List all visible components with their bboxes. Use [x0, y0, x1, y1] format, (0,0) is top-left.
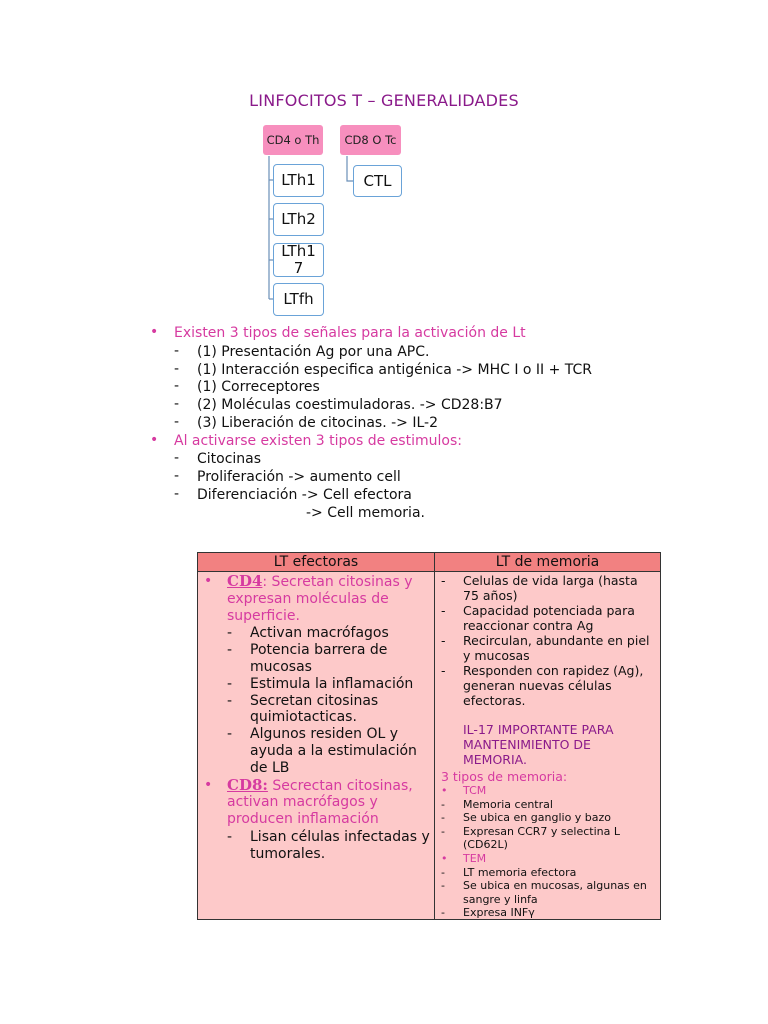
- dash-marker: -: [174, 343, 180, 359]
- list-item: (3) Liberación de citocinas. -> IL-2: [197, 415, 438, 431]
- diagram-node-ctl: CTL: [353, 165, 402, 197]
- list-item-text: Recirculan, abundante en piel y mucosas: [463, 633, 650, 663]
- dash-marker: -: [227, 675, 233, 692]
- cd8-paragraph: [202, 777, 430, 828]
- dash-marker: -: [174, 361, 180, 377]
- bullet-marker: •: [441, 851, 448, 865]
- list-item: [441, 603, 657, 633]
- dash-marker: -: [441, 811, 445, 825]
- list-item-text: Expresan CCR7 y selectina L (CD62L): [463, 824, 621, 852]
- list-item: (1) Interacción especifica antigénica -> MHC I o II + TCR: [197, 362, 593, 378]
- list-item: [441, 663, 657, 708]
- list-item: (1) Presentación Ag por una APC.: [197, 344, 430, 360]
- dash-marker: -: [227, 692, 233, 709]
- dash-marker: -: [227, 726, 233, 743]
- list-item: [441, 906, 657, 920]
- diagram-node-lth2: LTh2: [273, 203, 324, 236]
- bullet-signals: Existen 3 tipos de señales para la activación de Lt: [174, 325, 526, 341]
- list-item-continuation: -> Cell memoria.: [306, 505, 425, 521]
- page-title: LINFOCITOS T – GENERALIDADES: [249, 91, 519, 110]
- list-item-text: Lisan células infectadas y tumorales.: [250, 828, 430, 862]
- list-item-text: Potencia barrera de mucosas: [250, 642, 388, 675]
- tem-label: [441, 852, 657, 866]
- list-item-text: Estimula la inflamación: [250, 675, 414, 692]
- dash-marker: -: [441, 603, 446, 618]
- list-item-text: Memoria central: [463, 797, 553, 811]
- list-item: [202, 693, 430, 727]
- il17-note: IL-17 IMPORTANTE PARA MANTENIMIENTO DE MEMORIA.: [463, 722, 614, 767]
- dash-marker: -: [441, 633, 446, 648]
- dash-marker: -: [174, 396, 180, 412]
- list-item-text: LT memoria efectora: [463, 865, 577, 879]
- table-header-memoria: LT de memoria: [435, 553, 660, 572]
- dash-marker: -: [441, 906, 445, 920]
- list-item: [441, 879, 657, 906]
- list-item: Diferenciación -> Cell efectora: [197, 487, 412, 503]
- list-item: [202, 625, 430, 642]
- diagram-node-lth17: LTh1 7: [273, 243, 324, 277]
- list-item-text: Secretan citosinas quimiotacticas.: [250, 692, 379, 726]
- diagram-root-cd4: CD4 o Th: [263, 125, 323, 155]
- efectoras-cell: [202, 573, 430, 863]
- bullet-stimuli: Al activarse existen 3 tipos de estimulos:: [174, 433, 462, 449]
- diagram-node-ltfh: LTfh: [273, 283, 324, 316]
- list-item-text: Celulas de vida larga (hasta 75 años): [463, 573, 638, 603]
- list-item-text: Se ubica en ganglio y bazo: [463, 811, 612, 825]
- list-item: (2) Moléculas coestimuladoras. -> CD28:B7: [197, 397, 503, 413]
- dash-marker: -: [441, 879, 445, 893]
- dash-marker: -: [174, 486, 180, 502]
- list-item: (1) Correceptores: [197, 379, 320, 395]
- memory-types-heading: 3 tipos de memoria:: [441, 769, 568, 784]
- cd4-text: : Secretan citosinas y expresan moléculas de superficie.: [227, 574, 413, 624]
- cd4-paragraph: [202, 573, 430, 624]
- list-item: Proliferación -> aumento cell: [197, 469, 401, 485]
- dash-marker: -: [174, 378, 180, 394]
- list-item: [441, 811, 657, 825]
- list-item-text: Expresa INFγ: [463, 906, 535, 920]
- list-item: [441, 633, 657, 663]
- dash-marker: -: [441, 824, 445, 838]
- bullet-marker: •: [204, 776, 213, 793]
- list-item: [202, 726, 430, 776]
- bullet-marker: •: [204, 573, 213, 589]
- list-item-text: Capacidad potenciada para reaccionar contra Ag: [463, 603, 635, 633]
- dash-marker: -: [227, 642, 233, 659]
- list-item-text: Se ubica en mucosas, algunas en sangre y linfa: [463, 879, 647, 906]
- list-item-text: Responden con rapidez (Ag), generan nuevas células efectoras.: [463, 663, 644, 708]
- tem-label-text: TEM: [463, 851, 487, 865]
- dash-marker: -: [227, 828, 233, 845]
- list-item: [202, 642, 430, 676]
- cd8-text: Secrectan citosinas, activan macrófagos y producen inflamación: [227, 777, 413, 828]
- list-item: [441, 866, 657, 880]
- list-item: [441, 825, 657, 852]
- column-divider: [434, 553, 435, 919]
- dash-marker: -: [441, 797, 445, 811]
- dash-marker: -: [174, 468, 180, 484]
- cd4-label: CD4: [227, 572, 263, 590]
- comparison-table: [197, 552, 661, 920]
- bullet-marker: •: [150, 324, 159, 340]
- diagram-root-cd8: CD8 O Tc: [340, 125, 401, 155]
- memoria-cell: [441, 573, 657, 920]
- table-header-efectoras: LT efectoras: [198, 553, 434, 572]
- list-item: Citocinas: [197, 451, 262, 467]
- list-item: [441, 798, 657, 812]
- tcm-label-text: TCM: [463, 784, 487, 797]
- tcm-label: [441, 784, 657, 798]
- dash-marker: -: [227, 625, 233, 642]
- list-item: [202, 829, 430, 863]
- list-item-text: Algunos residen OL y ayuda a la estimulación de LB: [250, 726, 417, 776]
- list-item-text: Activan macrófagos: [250, 625, 389, 642]
- cd8-label: CD8:: [227, 775, 268, 794]
- dash-marker: -: [174, 450, 180, 466]
- list-item: [441, 573, 657, 603]
- bullet-marker: •: [441, 784, 448, 797]
- diagram-node-lth1: LTh1: [273, 164, 324, 197]
- dash-marker: -: [441, 865, 445, 879]
- dash-marker: -: [441, 663, 446, 678]
- list-item: [202, 676, 430, 693]
- dash-marker: -: [441, 573, 446, 588]
- dash-marker: -: [174, 414, 180, 430]
- bullet-marker: •: [150, 432, 159, 448]
